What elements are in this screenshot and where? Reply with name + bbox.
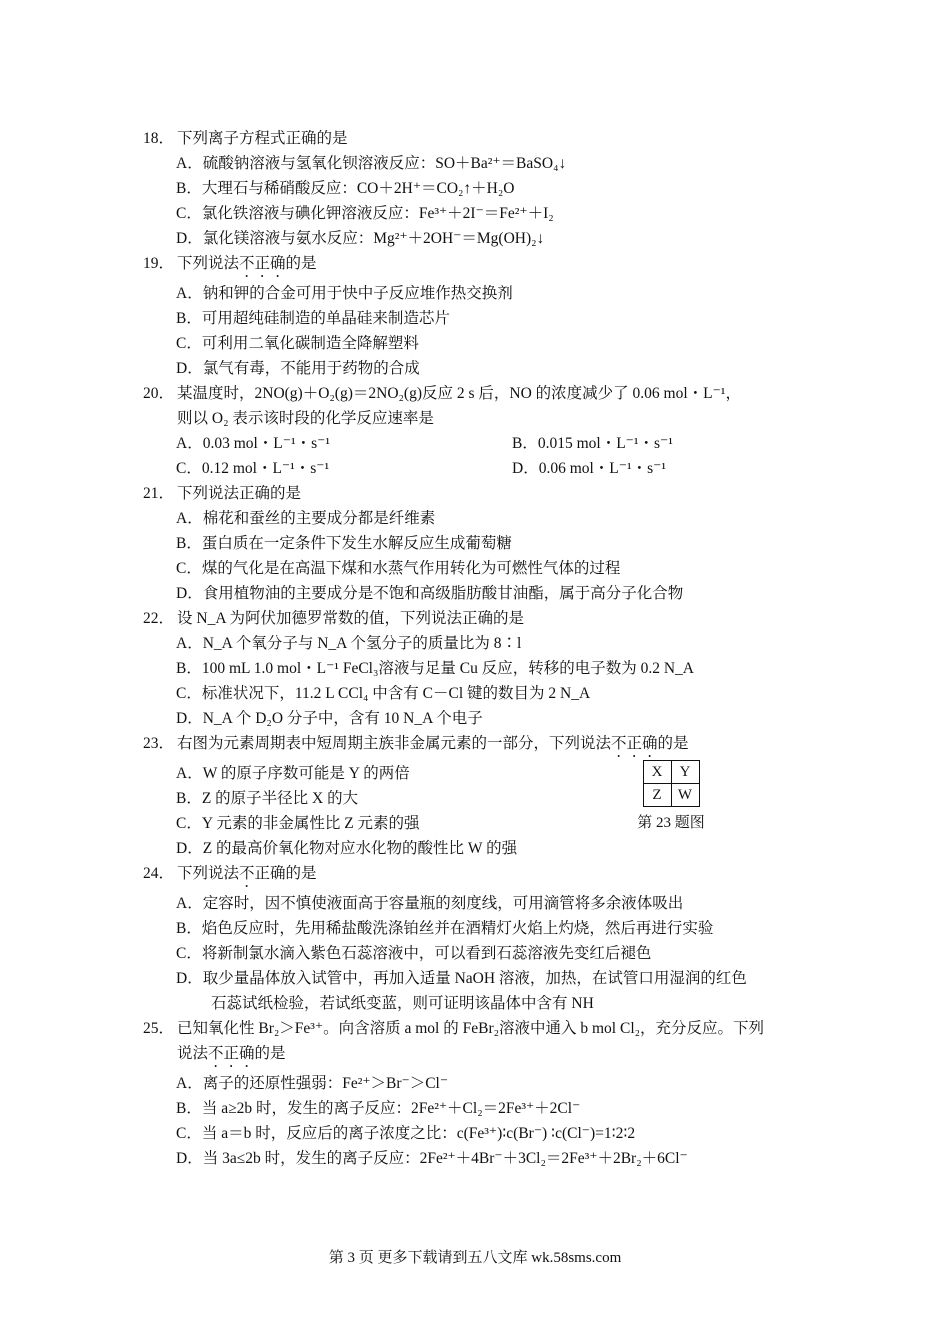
q25-option-b: B．当 a≥2b 时，发生的离子反应：2Fe²⁺＋Cl₂＝2Fe³⁺＋2Cl⁻	[176, 1100, 581, 1117]
q21-option-d: D．食用植物油的主要成分是不饱和高级脂肪酸甘油酯，属于高分子化合物	[176, 585, 684, 602]
q23-option-c: C．Y 元素的非金属性比 Z 元素的强	[176, 815, 420, 832]
q20-options-row1	[143, 431, 823, 456]
q20-stem: 20． 某温度时，2NO(g)＋O₂(g)＝2NO₂(g)反应 2 s 后，NO 的浓度减少了 0.06 mol・L⁻¹，	[143, 385, 741, 402]
q22-option-c: C．标准状况下，11.2 L CCl₄ 中含有 C－Cl 键的数目为 2 N_A	[176, 685, 591, 702]
q23-option-b: B．Z 的原子半径比 X 的大	[176, 790, 359, 807]
emphasis-not: 不	[239, 865, 255, 882]
q18-option-a: A．硫酸钠溶液与氢氧化钡溶液反应：SO＋Ba²⁺＝BaSO₄↓	[176, 155, 567, 172]
q22-option-b: B．100 mL 1.0 mol・L⁻¹ FeCl₃溶液与足量 Cu 反应，转移的电子数为 0.2 N_A	[176, 660, 694, 677]
q25-option-a: A．离子的还原性强弱：Fe²⁺＞Br⁻＞Cl⁻	[176, 1075, 449, 1092]
q21-option-a: A．棉花和蚕丝的主要成分都是纤维素	[176, 510, 436, 527]
q19-option-a: A．钠和钾的合金可用于快中子反应堆作热交换剂	[176, 285, 513, 302]
q18-option-d: D．氯化镁溶液与氨水反应：Mg²⁺＋2OH⁻＝Mg(OH)₂↓	[176, 230, 545, 247]
q20-options-row2	[143, 456, 823, 481]
q20-option-d: D．0.06 mol・L⁻¹・s⁻¹	[512, 460, 666, 477]
q23-figure	[636, 760, 706, 832]
page-footer: 第 3 页 更多下载请到五八文库 wk.58sms.com	[328, 1250, 622, 1266]
question-list	[143, 126, 823, 1171]
q25-option-c: C．当 a＝b 时，反应后的离子浓度之比：c(Fe³⁺)∶c(Br⁻) ∶c(Cl⁻)=1∶2∶2	[176, 1125, 636, 1142]
cell-y: Y	[671, 761, 699, 784]
q23-option-d: D．Z 的最高价氧化物对应水化物的酸性比 W 的强	[176, 840, 518, 857]
q18-option-b: B．大理石与稀硝酸反应：CO＋2H⁺＝CO₂↑＋H₂O	[176, 180, 515, 197]
q19-option-d: D．氯气有毒，不能用于药物的合成	[176, 360, 420, 377]
q23-stem: 23． 右图为元素周期表中短周期主族非金属元素的一部分，下列说法不正确的是	[143, 735, 689, 752]
q20-option-a: A．0.03 mol・L⁻¹・s⁻¹	[176, 435, 330, 452]
figure-caption: 第 23 题图	[637, 815, 705, 831]
q24-option-d: D．取少量晶体放入试管中，再加入适量 NaOH 溶液，加热，在试管口用湿润的红色	[176, 970, 747, 987]
q19-option-c: C．可利用二氧化碳制造全降解塑料	[176, 335, 419, 352]
q19-stem: 19． 下列说法不正确的是	[143, 255, 317, 272]
q24-option-d-cont: 石蕊试纸检验，若试纸变蓝，则可证明该晶体中含有 NH	[211, 995, 594, 1012]
emphasis-not: 不正确	[239, 255, 286, 272]
cell-x: X	[643, 761, 671, 784]
emphasis-not: 不正确	[208, 1045, 255, 1062]
cell-z: Z	[643, 784, 671, 807]
cell-w: W	[671, 784, 699, 807]
q20-option-b: B．0.015 mol・L⁻¹・s⁻¹	[512, 435, 673, 452]
emphasis-not: 不正确	[611, 735, 658, 752]
q25-stem: 25． 已知氧化性 Br₂＞Fe³⁺。向含溶质 a mol 的 FeBr₂溶液中通入 b mol Cl₂，充分反应。下列	[143, 1020, 765, 1037]
q24-option-c: C．将新制氯水滴入紫色石蕊溶液中，可以看到石蕊溶液先变红后褪色	[176, 945, 652, 962]
q21-option-b: B．蛋白质在一定条件下发生水解反应生成葡萄糖	[176, 535, 512, 552]
q21-stem: 21． 下列说法正确的是	[143, 485, 302, 502]
q18-stem: 18． 下列离子方程式正确的是	[143, 130, 348, 147]
q20-stem-cont: 则以 O₂ 表示该时段的化学反应速率是	[177, 410, 434, 427]
q22-option-a: A．N_A 个氧分子与 N_A 个氢分子的质量比为 8∶l	[176, 635, 522, 652]
q20-option-c: C．0.12 mol・L⁻¹・s⁻¹	[176, 460, 330, 477]
q24-stem: 24． 下列说法不正确的是	[143, 865, 317, 882]
q23-option-a: A．W 的原子序数可能是 Y 的两倍	[176, 765, 410, 782]
q22-stem: 22． 设 N_A 为阿伏加德罗常数的值，下列说法正确的是	[143, 610, 525, 627]
q24-option-b: B．焰色反应时，先用稀盐酸洗涤铂丝并在酒精灯火焰上灼烧，然后再进行实验	[176, 920, 714, 937]
periodic-table-fragment	[643, 760, 700, 807]
q19-option-b: B．可用超纯硅制造的单晶硅来制造芯片	[176, 310, 450, 327]
q18-option-c: C．氯化铁溶液与碘化钾溶液反应：Fe³⁺＋2I⁻＝Fe²⁺＋I₂	[176, 205, 554, 222]
q25-stem-cont: 说法不正确的是	[177, 1045, 286, 1062]
q25-option-d: D．当 3a≤2b 时，发生的离子反应：2Fe²⁺＋4Br⁻＋3Cl₂＝2Fe³⁺＋2Br₂＋6Cl⁻	[176, 1150, 688, 1167]
q24-option-a: A．定容时，因不慎使液面高于容量瓶的刻度线，可用滴管将多余液体吸出	[176, 895, 684, 912]
q21-option-c: C．煤的气化是在高温下煤和水蒸气作用转化为可燃性气体的过程	[176, 560, 621, 577]
q22-option-d: D．N_A 个 D₂O 分子中，含有 10 N_A 个电子	[176, 710, 483, 727]
